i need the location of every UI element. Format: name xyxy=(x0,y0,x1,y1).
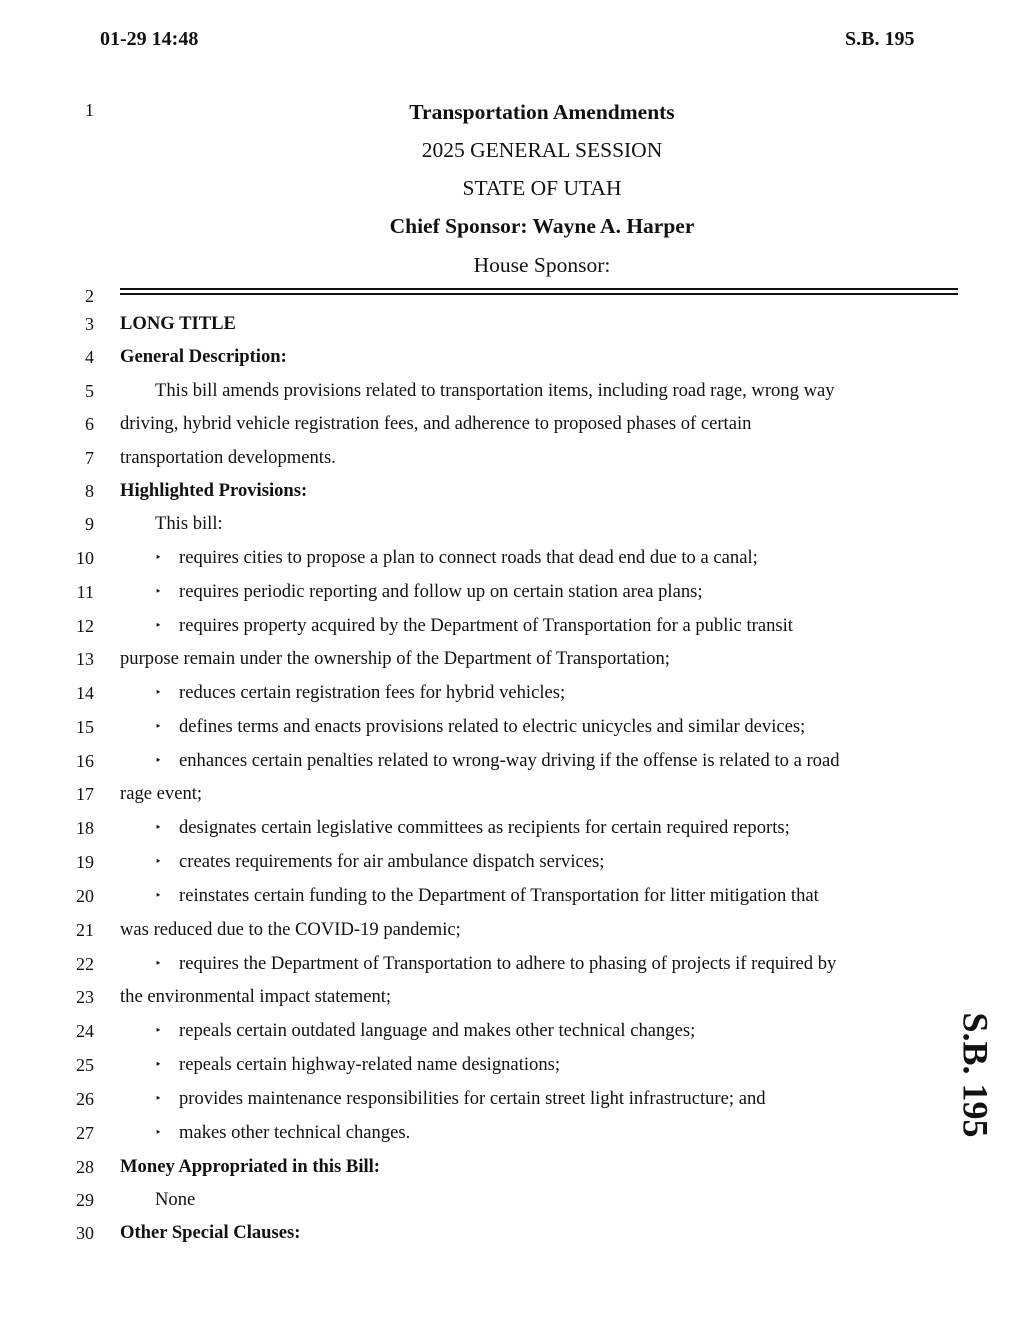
bullet-icon: ‣ xyxy=(155,1059,162,1071)
line-number: 17 xyxy=(76,784,94,804)
line-number: 18 xyxy=(76,818,94,838)
house-sponsor: House Sponsor: xyxy=(473,253,611,277)
list-item-text: enhances certain penalties related to wrong-way driving if the offense is related to a road xyxy=(179,750,840,771)
bullet-icon: ‣ xyxy=(155,890,162,902)
bullet-icon: ‣ xyxy=(155,586,162,598)
bullet-icon: ‣ xyxy=(155,822,162,834)
list-item-text: requires periodic reporting and follow up on certain station area plans; xyxy=(179,581,703,602)
list-item xyxy=(155,884,819,908)
section-heading: Other Special Clauses: xyxy=(120,1222,301,1243)
line-number: 30 xyxy=(76,1223,94,1243)
line-number: 7 xyxy=(85,448,94,468)
list-item xyxy=(155,952,836,976)
line-number: 28 xyxy=(76,1157,94,1177)
divider-rule xyxy=(120,293,958,295)
section-heading: Highlighted Provisions: xyxy=(120,480,308,501)
text-line: was reduced due to the COVID-19 pandemic; xyxy=(120,919,461,940)
text-line: rage event; xyxy=(120,783,203,804)
bullet-icon: ‣ xyxy=(155,552,162,564)
line-number: 9 xyxy=(85,514,94,534)
line-number: 14 xyxy=(76,683,94,703)
bullet-icon: ‣ xyxy=(155,1025,162,1037)
line-number: 24 xyxy=(76,1021,94,1041)
text-line: This bill: xyxy=(155,513,223,534)
text-line: driving, hybrid vehicle registration fees, and adherence to proposed phases of certain xyxy=(120,413,752,434)
list-item-text: reduces certain registration fees for hybrid vehicles; xyxy=(179,682,566,703)
line-number: 22 xyxy=(76,954,94,974)
list-item xyxy=(155,1087,766,1111)
bullet-icon: ‣ xyxy=(155,721,162,733)
list-item xyxy=(155,1121,410,1145)
line-number: 10 xyxy=(76,548,94,568)
line-number: 3 xyxy=(85,314,94,334)
list-item xyxy=(155,1019,695,1043)
section-heading: LONG TITLE xyxy=(120,313,236,334)
section-heading: Money Appropriated in this Bill: xyxy=(120,1156,381,1177)
line-number: 1 xyxy=(85,100,94,120)
line-number: 4 xyxy=(85,347,94,367)
list-item xyxy=(155,546,758,570)
session-label: 2025 GENERAL SESSION xyxy=(421,138,663,162)
section-heading: General Description: xyxy=(120,346,287,367)
divider-rule xyxy=(120,288,958,290)
list-item-text: repeals certain highway-related name designations; xyxy=(179,1054,561,1075)
list-item xyxy=(155,580,703,604)
text-line: None xyxy=(155,1189,196,1210)
line-number: 23 xyxy=(76,987,94,1007)
side-bill-label xyxy=(946,1010,1006,1140)
bullet-icon: ‣ xyxy=(155,958,162,970)
text-line: the environmental impact statement; xyxy=(120,986,392,1007)
bullet-icon: ‣ xyxy=(155,1093,162,1105)
text-line: This bill amends provisions related to transportation items, including road rage, wrong way xyxy=(155,380,835,401)
bullet-icon: ‣ xyxy=(155,1127,162,1139)
header-timestamp: 01-29 14:48 xyxy=(100,28,199,50)
line-number: 20 xyxy=(76,886,94,906)
list-item xyxy=(155,681,565,705)
line-number: 15 xyxy=(76,717,94,737)
line-number: 5 xyxy=(85,381,94,401)
list-item xyxy=(155,749,840,773)
bullet-icon: ‣ xyxy=(155,755,162,767)
text-line: purpose remain under the ownership of the Department of Transportation; xyxy=(120,648,670,669)
line-number: 29 xyxy=(76,1190,94,1210)
header-bill-id: S.B. 195 xyxy=(845,28,915,50)
line-number: 16 xyxy=(76,751,94,771)
bullet-icon: ‣ xyxy=(155,687,162,699)
list-item-text: designates certain legislative committees as recipients for certain required reports; xyxy=(179,817,790,838)
line-number: 26 xyxy=(76,1089,94,1109)
list-item-text: repeals certain outdated language and makes other technical changes; xyxy=(179,1020,696,1041)
list-item-text: requires the Department of Transportation to adhere to phasing of projects if required by xyxy=(179,953,837,974)
line-number: 21 xyxy=(76,920,94,940)
list-item-text: provides maintenance responsibilities for certain street light infrastructure; and xyxy=(179,1088,766,1109)
line-number: 19 xyxy=(76,852,94,872)
list-item xyxy=(155,1053,560,1077)
line-number: 8 xyxy=(85,481,94,501)
line-number: 27 xyxy=(76,1123,94,1143)
line-number: 11 xyxy=(76,582,94,602)
list-item-text: requires cities to propose a plan to connect roads that dead end due to a canal; xyxy=(179,547,758,568)
chief-sponsor: Chief Sponsor: Wayne A. Harper xyxy=(389,214,695,238)
list-item xyxy=(155,715,805,739)
line-number: 6 xyxy=(85,414,94,434)
list-item xyxy=(155,614,793,638)
line-number: 13 xyxy=(76,649,94,669)
list-item-text: reinstates certain funding to the Department of Transportation for litter mitigation that xyxy=(179,885,819,906)
bullet-icon: ‣ xyxy=(155,856,162,868)
list-item-text: creates requirements for air ambulance dispatch services; xyxy=(179,851,605,872)
side-bill-label-text: S.B. 195 xyxy=(956,1012,997,1138)
list-item-text: defines terms and enacts provisions related to electric unicycles and similar devices; xyxy=(179,716,806,737)
text-line: transportation developments. xyxy=(120,447,336,468)
line-number: 2 xyxy=(85,286,94,306)
line-number: 12 xyxy=(76,616,94,636)
list-item-text: requires property acquired by the Department of Transportation for a public transit xyxy=(179,615,793,636)
bullet-icon: ‣ xyxy=(155,620,162,632)
list-item xyxy=(155,816,790,840)
list-item-text: makes other technical changes. xyxy=(179,1122,411,1143)
state-label: STATE OF UTAH xyxy=(462,176,622,200)
bill-title: Transportation Amendments xyxy=(409,100,675,124)
list-item xyxy=(155,850,604,874)
line-number: 25 xyxy=(76,1055,94,1075)
